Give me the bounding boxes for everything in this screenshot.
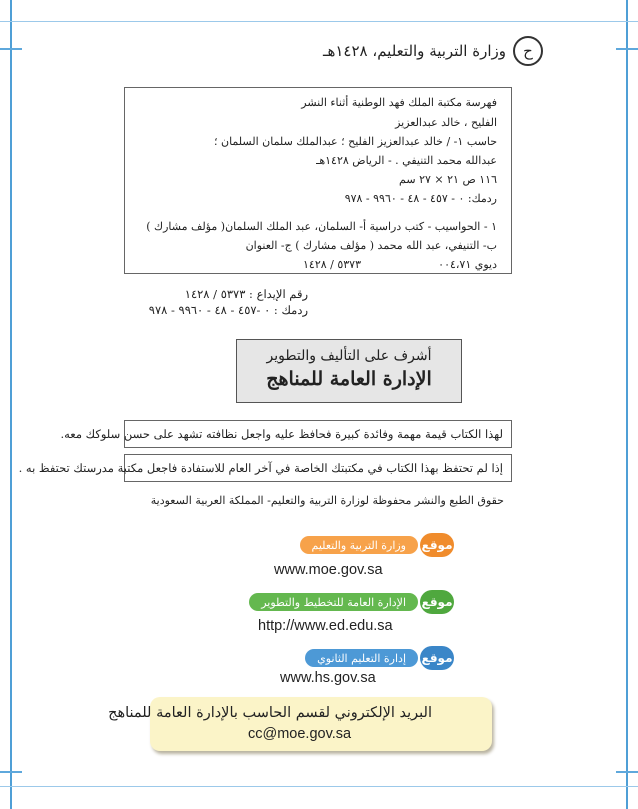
crop-mark bbox=[0, 48, 22, 50]
site-badge: موقع bbox=[420, 646, 454, 670]
supervisor-box bbox=[236, 339, 462, 403]
right-page-edge bbox=[626, 0, 628, 809]
supervisor-name: الإدارة العامة للمناهج bbox=[266, 368, 432, 390]
catalog-deposit: ٥٣٧٣ / ١٤٢٨ bbox=[303, 258, 361, 271]
catalog-line: ١١٦ ص ٢١ × ٢٧ سم bbox=[399, 173, 497, 186]
site-banner-moe[interactable] bbox=[300, 533, 454, 557]
crop-mark bbox=[0, 771, 22, 773]
page-header: وزارة التربية والتعليم، ١٤٢٨هـ bbox=[323, 42, 506, 60]
catalog-line: ١ - الحواسيب - كتب دراسية أ- السلمان، عبد الملك السلمان( مؤلف مشارك ) bbox=[146, 220, 497, 233]
email-address[interactable]: cc@moe.gov.sa bbox=[248, 726, 352, 742]
crop-mark bbox=[616, 771, 638, 773]
site-url[interactable]: http://www.ed.edu.sa bbox=[258, 618, 393, 634]
email-box bbox=[108, 697, 492, 751]
deposit-number: رقم الإيداع : ٥٣٧٣ / ١٤٢٨ bbox=[184, 287, 308, 301]
site-name: وزارة التربية والتعليم bbox=[300, 536, 418, 554]
site-badge: موقع bbox=[420, 533, 454, 557]
copyright-line: حقوق الطبع والنشر محفوظة لوزارة التربية والتعليم- المملكة العربية السعودية bbox=[150, 494, 504, 507]
catalog-line: فهرسة مكتبة الملك فهد الوطنية أثناء النشر bbox=[301, 96, 497, 109]
cataloging-box bbox=[124, 87, 512, 274]
site-url[interactable]: www.hs.gov.sa bbox=[280, 670, 376, 686]
site-name: إدارة التعليم الثانوي bbox=[305, 649, 418, 667]
left-page-edge bbox=[10, 0, 12, 809]
site-banner-secondary[interactable] bbox=[305, 646, 454, 670]
catalog-line: ب- التنيفي، عبد الله محمد ( مؤلف مشارك ) ج- العنوان bbox=[245, 239, 497, 252]
site-name: الإدارة العامة للتخطيط والتطوير bbox=[249, 593, 418, 611]
catalog-line: حاسب ١- / خالد عبدالعزيز الفليح ؛ عبدالملك سلمان السلمان ؛ bbox=[214, 135, 497, 148]
top-page-edge bbox=[0, 21, 638, 22]
catalog-line: ردمك: ٠ - ٤٥٧ - ٤٨ - ٩٩٦٠ - ٩٧٨ bbox=[344, 192, 497, 205]
email-label: البريد الإلكتروني لقسم الحاسب بالإدارة العامة للمناهج bbox=[108, 705, 432, 721]
catalog-dewey: ديوي ٠٠٤،٧١ bbox=[438, 258, 497, 271]
site-badge: موقع bbox=[420, 590, 454, 614]
supervisor-label: أشرف على التأليف والتطوير bbox=[266, 348, 432, 364]
bottom-page-edge bbox=[0, 786, 638, 787]
catalog-line: عبدالله محمد التنيفي . - الرياض ١٤٢٨هـ bbox=[316, 154, 497, 167]
notice-box: لهذا الكتاب قيمة مهمة وفائدة كبيرة فحافظ عليه واجعل نظافته تشهد على حسن سلوكك معه. bbox=[124, 420, 512, 448]
isbn: ردمك : ٠ -٤٥٧ - ٤٨ - ٩٩٦٠ - ٩٧٨ bbox=[148, 303, 308, 317]
catalog-line: الفليح ، خالد عبدالعزيز bbox=[395, 116, 497, 129]
page-letter: ح bbox=[513, 36, 543, 66]
notice-box: إذا لم تحتفظ بهذا الكتاب في مكتبتك الخاصة في آخر العام للاستفادة فاجعل مكتبة مدرستك تحتفظ به . bbox=[124, 454, 512, 482]
site-banner-planning[interactable] bbox=[249, 590, 454, 614]
crop-mark bbox=[616, 48, 638, 50]
site-url[interactable]: www.moe.gov.sa bbox=[274, 562, 383, 578]
